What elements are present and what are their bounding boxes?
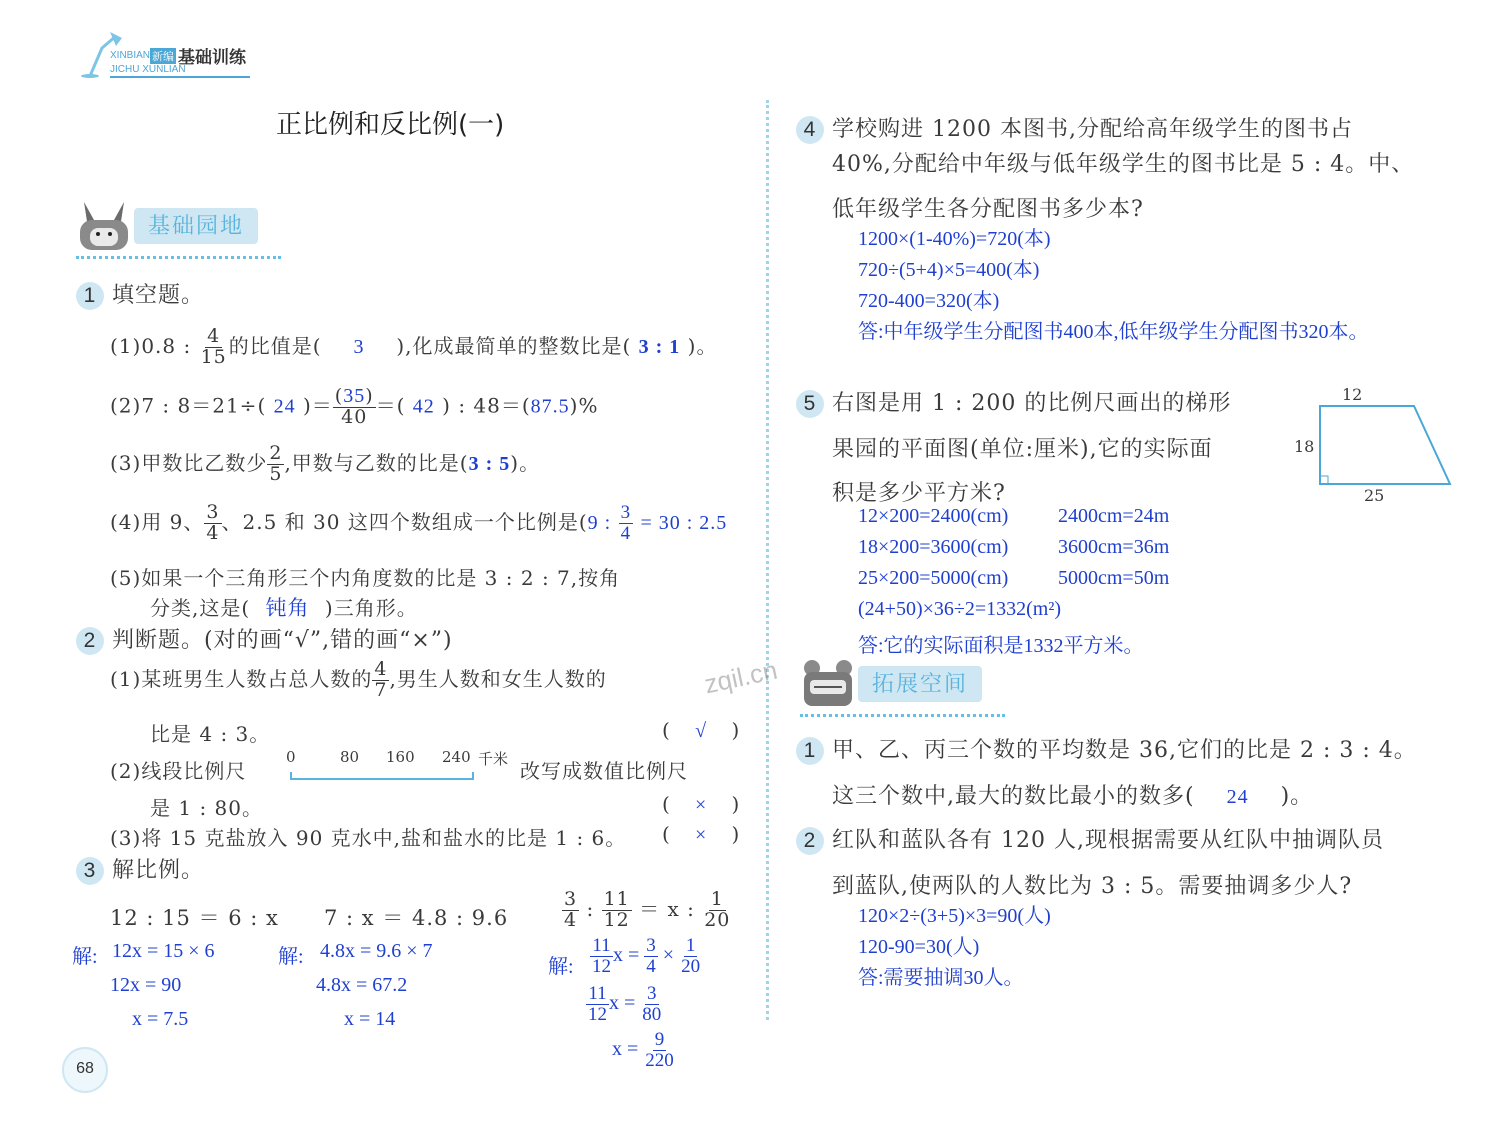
frac-den: 20 (704, 908, 731, 931)
e1-pre: 这三个数中,最大的数比最小的数多( (832, 784, 1195, 809)
e1-end: )。 (1280, 784, 1314, 809)
answer: 9 : (587, 511, 612, 534)
q2-item-1-answer (662, 718, 740, 743)
q4-answer-4: 答:中年级学生分配图书400本,低年级学生分配图书320本。 (858, 321, 1369, 343)
section-extension-dots (800, 714, 1005, 717)
bunny-mascot-icon (76, 198, 132, 254)
q2-i2-pre: (2)线段比例尺 (110, 759, 247, 783)
q1-i3-end: )。 (510, 450, 541, 475)
q3-p3-step2 (586, 984, 663, 1025)
frac-den: 80 (642, 1003, 662, 1025)
q1-i3-mid: ,甲数与乙数的比是( (284, 450, 469, 475)
q1-item-5-line1: (5)如果一个三角形三个内角度数的比是 3 : 2 : 7,按角 (110, 566, 621, 590)
scale-tick-label: 160 (386, 748, 415, 766)
q4-answer-2: 720÷(5+4)×5=400(本) (858, 259, 1040, 281)
q5-text-line1: 右图是用 1 : 200 的比例尺画出的梯形 (832, 391, 1232, 416)
frac-den: 40 (341, 406, 368, 428)
page-number: 68 (76, 1060, 94, 1077)
section-basics (76, 198, 296, 262)
fraction (586, 984, 609, 1025)
q1-item-5-line2 (150, 592, 418, 622)
q3-p3-s3-mid: x = (612, 1038, 639, 1061)
q1-i1-mid2: ),化成最简单的整数比是( (396, 333, 632, 358)
q5-answer-5: 答:它的实际面积是1332平方米。 (858, 635, 1144, 657)
answer: 钝角 (265, 596, 310, 620)
q3-p1-jie: 解: (72, 946, 98, 968)
answer: × (695, 794, 708, 816)
q3-p2-step2: 4.8x = 67.2 (316, 974, 408, 996)
q3-p3-jie: 解: (548, 956, 574, 978)
q1-i5-pre: 分类,这是( (150, 596, 251, 620)
q2-title-text: 判断题。(对的画“√”,错的画“×”) (112, 628, 453, 653)
q1-i5-end: )三角形。 (324, 596, 418, 620)
frac-den: 12 (592, 955, 611, 977)
paren: ) (731, 822, 741, 846)
frac-num: 2 (269, 442, 283, 464)
q3-problem-3 (562, 890, 732, 931)
e2-number: 2 (796, 827, 824, 855)
fraction (204, 503, 221, 544)
q1-item-3 (110, 444, 540, 485)
frac-den: 4 (564, 908, 578, 931)
section-basics-dots (76, 256, 281, 259)
q5-line1 (796, 386, 1231, 418)
q2-item-2-answer (662, 792, 740, 817)
q1-i1-pre: (1)0.8 : (110, 333, 192, 358)
frac-den: 15 (200, 345, 227, 368)
frac-num: 11 (592, 935, 611, 956)
logo-underline (110, 76, 250, 78)
frac-num: 4 (207, 325, 221, 347)
q4-line3: 低年级学生各分配图书多少本? (832, 197, 1144, 222)
answer: × (695, 824, 708, 846)
fraction (643, 1030, 676, 1071)
q2-i1-pre: (1)某班男生人数占总人数的 (110, 666, 373, 691)
q3-title (76, 853, 204, 885)
fraction (702, 890, 732, 931)
q5-answer-2: 18×200=3600(cm) (858, 536, 1009, 558)
frac-num: 11 (603, 888, 630, 910)
frac-num: 3 (564, 888, 578, 910)
q3-p1-step2: 12x = 90 (110, 974, 182, 996)
answer: 3 (353, 335, 365, 358)
q3-problem-1: 12 : 15 ＝ 6 : x (110, 906, 279, 930)
e1-line2 (832, 779, 1313, 810)
fraction (562, 890, 579, 931)
q1-title-text: 填空题。 (112, 283, 205, 308)
scale-tick-label: 0 (286, 748, 296, 766)
watermark: zqil.cn (701, 654, 780, 700)
header-logo (80, 28, 270, 80)
paren: ( (662, 792, 671, 816)
scale-tick-label: 240 (442, 748, 471, 766)
q5-answer-2b: 3600cm=36m (1058, 536, 1170, 558)
section-extension (800, 656, 1020, 720)
frac-den: 220 (645, 1049, 674, 1071)
frac-den: 7 (374, 678, 388, 701)
trapezoid-figure (1290, 380, 1470, 505)
scale-unit: 千米 (478, 750, 509, 768)
q2-item-2-line2: 是 1 : 80。 (150, 796, 263, 820)
fraction (372, 660, 389, 701)
q3-p2-jie: 解: (278, 946, 304, 968)
answer: 87.5 (530, 395, 570, 418)
q1-i1-end: )。 (687, 333, 718, 358)
q4-answer-3: 720-400=320(本) (858, 290, 1000, 312)
q1-item-1 (110, 327, 717, 368)
q3-p3-step1 (590, 936, 702, 977)
frac-num: 9 (654, 1029, 665, 1050)
answer: 24 (273, 395, 296, 418)
page-number-badge (62, 1047, 108, 1093)
frac-num: 3 (647, 983, 657, 1004)
fraction (267, 444, 284, 485)
q5-line3: 积是多少平方米? (832, 481, 1006, 506)
frac-den: 20 (681, 955, 701, 977)
q5-line2: 果园的平面图(单位:厘米),它的实际面 (832, 437, 1213, 462)
scale-line (290, 772, 474, 780)
frac-den: 4 (646, 955, 656, 977)
q3-p3-s1-times: × (662, 944, 675, 967)
trapezoid-left-label: 18 (1294, 437, 1315, 456)
q1-i2-mid3: ) : 48＝( (442, 393, 531, 418)
scale-tick-label: 80 (340, 748, 360, 766)
frac-num: (35) (334, 385, 374, 407)
answer: = 30 : 2.5 (640, 511, 728, 534)
e2-line1 (796, 823, 1384, 855)
frac-den: 4 (620, 522, 632, 544)
logo-title: 基础训练 (178, 48, 246, 67)
e2-text-line1: 红队和蓝队各有 120 人,现根据需要从红队中抽调队员 (832, 828, 1384, 853)
q4-text-line1: 学校购进 1200 本图书,分配给高年级学生的图书占 (832, 117, 1353, 142)
answer: 3 : 1 (638, 335, 681, 358)
fraction (602, 890, 632, 931)
colon: : (586, 896, 595, 921)
q2-number: 2 (76, 627, 104, 655)
q5-number: 5 (796, 390, 824, 418)
fraction (619, 503, 634, 544)
answer: 42 (412, 395, 435, 418)
section-basics-label: 基础园地 (134, 208, 258, 244)
e2-answer-3: 答:需要抽调30人。 (858, 967, 1024, 989)
e1-number: 1 (796, 737, 824, 765)
fraction (640, 984, 663, 1025)
q3-title-text: 解比例。 (112, 858, 205, 883)
answer: √ (695, 720, 708, 742)
radio-mascot-icon (800, 656, 856, 712)
q2-item-1 (110, 660, 607, 701)
q2-item-1-line2: 比是 4 : 3。 (150, 722, 271, 746)
q5-answer-3b: 5000cm=50m (1058, 567, 1170, 589)
q3-p2-step1: 4.8x = 9.6 × 7 (320, 940, 433, 962)
q1-i1-mid: 的比值是( (228, 333, 322, 358)
q1-i3-pre: (3)甲数比乙数少 (110, 450, 268, 475)
frac-den: 5 (269, 462, 283, 485)
fraction (199, 327, 229, 368)
column-divider (766, 100, 769, 1020)
logo-tag: 新编 (150, 48, 176, 64)
q4-line1 (796, 112, 1353, 144)
answer: 24 (1226, 786, 1249, 808)
q2-i1-post: ,男生人数和女生人数的 (389, 666, 607, 691)
q1-item-2 (110, 386, 598, 428)
q1-i4-mid: 、2.5 和 30 这四个数组成一个比例是( (221, 509, 588, 534)
section-extension-label: 拓展空间 (858, 666, 982, 702)
q1-i2-mid: )＝ (302, 393, 333, 418)
q1-title (76, 278, 204, 310)
q3-problem-2: 7 : x ＝ 4.8 : 9.6 (324, 906, 509, 930)
paren: ) (731, 718, 741, 742)
q5-answer-1: 12×200=2400(cm) (858, 505, 1009, 527)
logo-pinyin-bottom: JICHU XUNLIAN (110, 64, 186, 75)
q3-p2-step3: x = 14 (344, 1008, 396, 1030)
q3-p3-step3 (612, 1030, 676, 1071)
paren: ( (662, 822, 671, 846)
frac-num: 3 (646, 935, 656, 956)
q3-p1-step1: 12x = 15 × 6 (112, 940, 215, 962)
page-title: 正比例和反比例(一) (276, 110, 505, 140)
frac-den: 12 (588, 1003, 607, 1025)
q3-number: 3 (76, 857, 104, 885)
frac-num: 11 (588, 983, 607, 1004)
e2-line2: 到蓝队,使两队的人数比为 3 : 5。需要抽调多少人? (832, 874, 1353, 899)
q1-item-4 (110, 503, 727, 544)
q5-answer-4: (24+50)×36÷2=1332(m²) (858, 598, 1062, 620)
q5-answer-3: 25×200=5000(cm) (858, 567, 1009, 589)
logo-pinyin-top: XINBIAN (110, 50, 151, 61)
fraction (679, 936, 702, 977)
q1-i4-pre: (4)用 9、 (110, 509, 205, 534)
e2-answer-2: 120-90=30(人) (858, 936, 980, 958)
frac-num: 4 (374, 658, 388, 680)
e2-answer-1: 120×2÷(3+5)×3=90(人) (858, 905, 1051, 927)
paren: ( (662, 718, 671, 742)
answer: 35 (343, 385, 366, 407)
q5-answer-1b: 2400cm=24m (1058, 505, 1170, 527)
q3-p3-s1-mid: x = (613, 944, 640, 967)
q2-item-3: (3)将 15 克盐放入 90 克水中,盐和盐水的比是 1 : 6。 (110, 826, 627, 850)
q4-answer-1: 1200×(1-40%)=720(本) (858, 228, 1051, 250)
trapezoid-bottom-label: 25 (1364, 486, 1385, 505)
q1-i2-mid2: ＝( (375, 393, 406, 418)
scale-bar (286, 748, 526, 782)
q3-p1-step3: x = 7.5 (132, 1008, 189, 1030)
fraction (644, 936, 658, 977)
paren: ) (731, 792, 741, 816)
q2-item-2 (110, 755, 246, 784)
e1-line1 (796, 733, 1417, 765)
fraction (590, 936, 613, 977)
frac-num: 1 (710, 888, 724, 910)
e1-text-line1: 甲、乙、丙三个数的平均数是 36,它们的比是 2 : 3 : 4。 (832, 738, 1417, 763)
frac-num: 3 (620, 502, 632, 523)
frac-den: 4 (206, 521, 220, 544)
frac-num: 1 (685, 935, 696, 956)
q2-item-3-answer (662, 822, 740, 847)
q1-i2-pre: (2)7 : 8＝21÷( (110, 393, 267, 418)
answer: 3 : 5 (468, 452, 511, 475)
q1-number: 1 (76, 282, 104, 310)
fraction (333, 386, 376, 428)
q4-number: 4 (796, 116, 824, 144)
q3-p3-s2-mid: x = (609, 992, 636, 1015)
q1-i2-end: )% (569, 393, 599, 418)
trapezoid-top-label: 12 (1342, 385, 1363, 404)
frac-num: 3 (206, 501, 220, 523)
q4-line2: 40%,分配给中年级与低年级学生的图书比是 5 : 4。中、 (832, 152, 1415, 177)
frac-den: 12 (603, 908, 630, 931)
q2-title (76, 623, 453, 655)
q2-item-2-post: 改写成数值比例尺 (520, 759, 688, 783)
q3-p3-eq: ＝ x : (639, 896, 695, 921)
